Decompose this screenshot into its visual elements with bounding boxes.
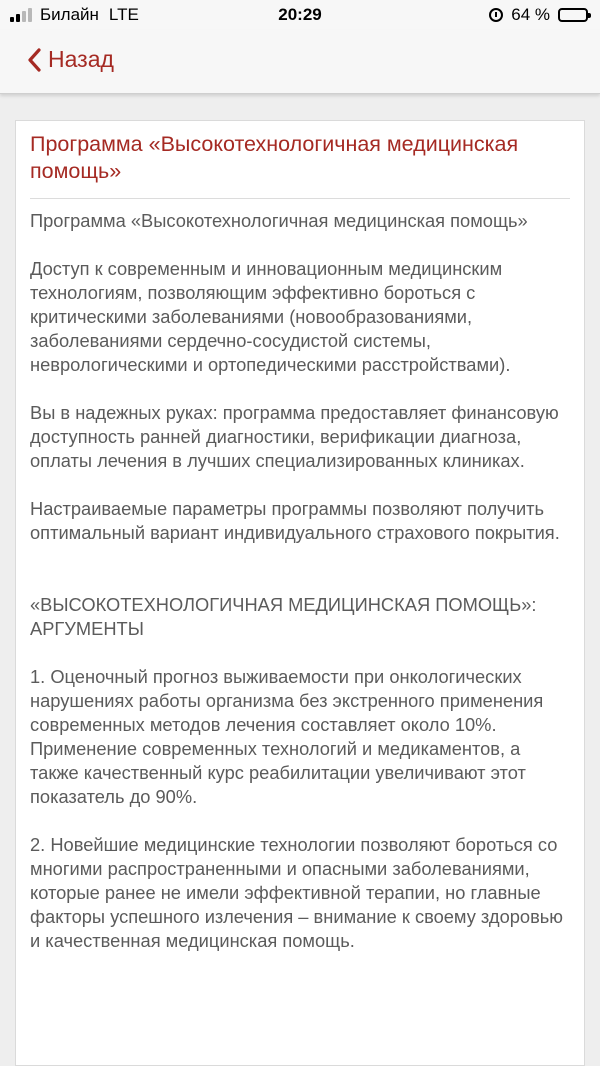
paragraph-access: Доступ к современным и инновационным медицинским технологиям, позволяющим эффективно бороться с критическими заболеваниями (новообразованиями, заболеваниями сердечно-сосудистой системы, неврологическими и ортопедическими расстройствами). bbox=[30, 258, 511, 375]
argument-1: 1. Оценочный прогноз выживаемости при онкологических нарушениях работы организма без экстренного применения современных методов лечения составляет около 10%. Применение современных технологий и медикаментов, а также качественный курс реабилитации увеличивают этот показатель до 90%. bbox=[30, 666, 544, 807]
alarm-icon bbox=[489, 8, 503, 22]
section-heading-arguments: «ВЫСОКОТЕХНОЛОГИЧНАЯ МЕДИЦИНСКАЯ ПОМОЩЬ»: АРГУМЕНТЫ bbox=[30, 594, 537, 639]
status-time: 20:29 bbox=[278, 5, 322, 24]
status-bar bbox=[0, 0, 600, 30]
article-body bbox=[30, 209, 570, 953]
paragraph-intro: Программа «Высокотехнологичная медицинская помощь» bbox=[30, 210, 528, 231]
content-card bbox=[15, 120, 585, 1066]
title-divider bbox=[30, 198, 570, 199]
argument-2: 2. Новейшие медицинские технологии позволяют бороться со многими распространенными и опасными заболеваниями, которые ранее не имели эффективной терапии, но главные факторы успешного излечения – внимание к своему здоровью и качественная медицинская помощь. bbox=[30, 834, 564, 951]
chevron-left-icon bbox=[26, 48, 42, 72]
battery-icon bbox=[558, 8, 588, 22]
paragraph-reliability: Вы в надежных руках: программа предоставляет финансовую доступность ранней диагностики, верификации диагноза, оплаты лечения в лучших специализированных клиниках. bbox=[30, 402, 559, 471]
status-right bbox=[489, 5, 588, 25]
back-label: Назад bbox=[48, 46, 114, 72]
page-title: Программа «Высокотехнологичная медицинская помощь» bbox=[30, 132, 519, 183]
carrier-name: Билайн bbox=[40, 5, 99, 24]
network-type: LTE bbox=[108, 5, 139, 24]
paragraph-settings: Настраиваемые параметры программы позволяют получить оптимальный вариант индивидуального страхового покрытия. bbox=[30, 498, 560, 543]
navigation-bar bbox=[0, 30, 600, 94]
back-button[interactable] bbox=[26, 46, 114, 73]
battery-percent: 64 % bbox=[511, 5, 550, 24]
